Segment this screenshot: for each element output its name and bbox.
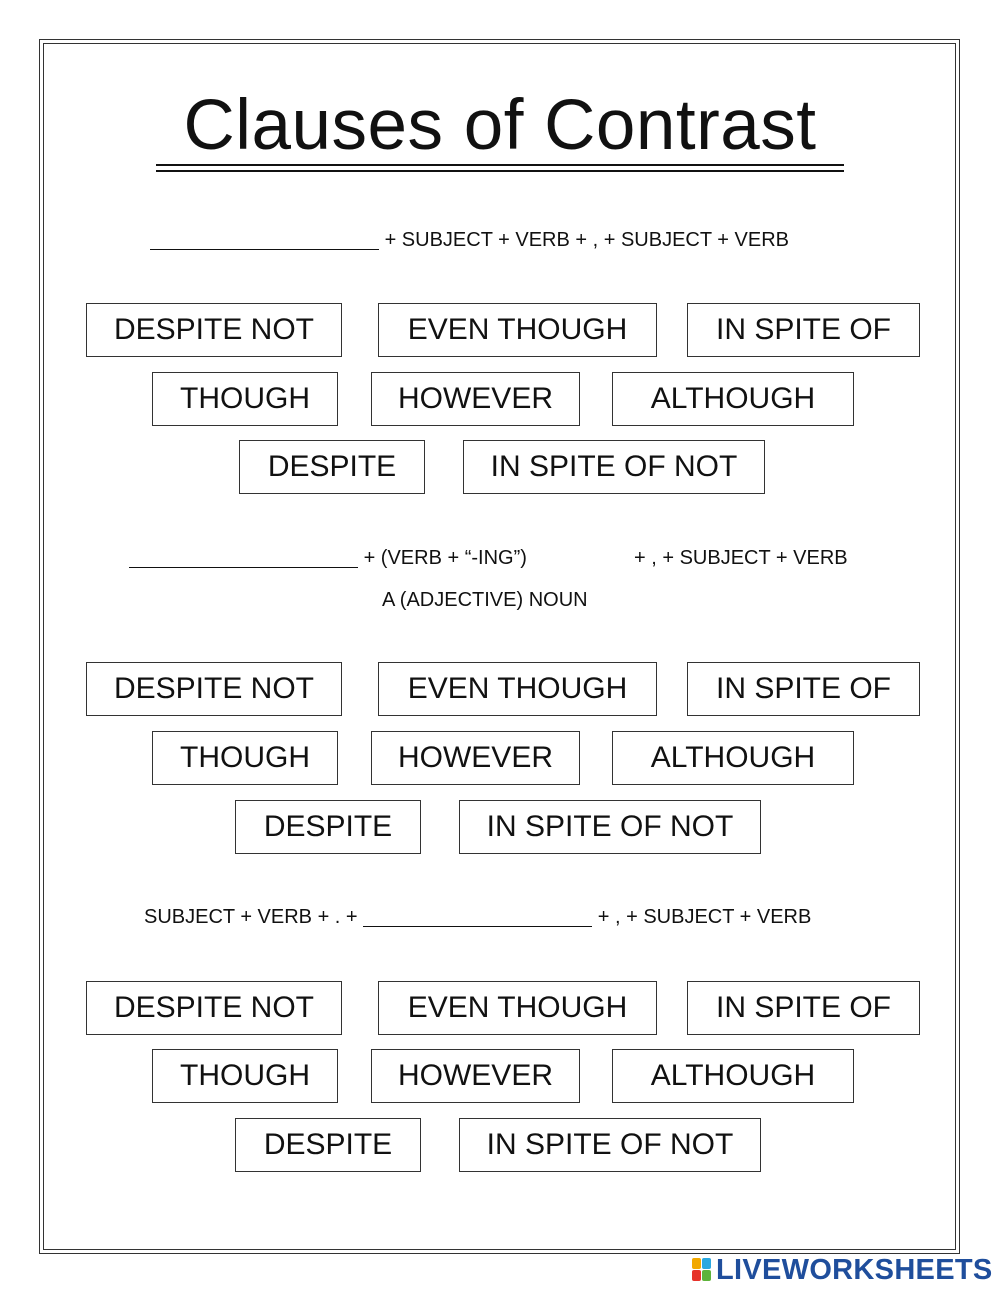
section1-pattern [150,228,789,252]
page-title: Clauses of Contrast [183,86,817,165]
liveworksheets-brand-text: LIVEWORKSHEETS [716,1254,993,1286]
section1-option-though[interactable]: THOUGH [152,372,338,426]
section1-answer-blank[interactable] [150,231,379,250]
section2-option-despite-not[interactable]: DESPITE NOT [86,662,342,716]
section1-option-although[interactable]: ALTHOUGH [612,372,854,426]
section2-pattern-text-2: + , + SUBJECT + VERB [634,547,848,569]
section1-option-in-spite-of-not[interactable]: IN SPITE OF NOT [463,440,765,494]
section3-option-although[interactable]: ALTHOUGH [612,1049,854,1103]
section2-option-however[interactable]: HOWEVER [371,731,580,785]
section2-answer-blank[interactable] [129,549,358,568]
section3-option-despite[interactable]: DESPITE [235,1118,421,1172]
section3-option-however[interactable]: HOWEVER [371,1049,580,1103]
section1-option-in-spite-of[interactable]: IN SPITE OF [687,303,920,357]
liveworksheets-logo-icon [692,1258,712,1282]
section3-pattern-suffix: + , + SUBJECT + VERB [597,906,812,928]
section3-pattern-prefix: SUBJECT + VERB + . + [144,906,358,928]
section3-option-even-though[interactable]: EVEN THOUGH [378,981,657,1035]
section1-option-despite-not[interactable]: DESPITE NOT [86,303,342,357]
section3-option-in-spite-of[interactable]: IN SPITE OF [687,981,920,1035]
section3-answer-blank[interactable] [363,908,592,927]
section2-option-though[interactable]: THOUGH [152,731,338,785]
title-underline-2 [156,170,844,172]
section3-pattern [144,905,811,929]
section1-option-however[interactable]: HOWEVER [371,372,580,426]
section3-option-though[interactable]: THOUGH [152,1049,338,1103]
section2-option-despite[interactable]: DESPITE [235,800,421,854]
section1-option-despite[interactable]: DESPITE [239,440,425,494]
section1-option-even-though[interactable]: EVEN THOUGH [378,303,657,357]
section3-option-in-spite-of-not[interactable]: IN SPITE OF NOT [459,1118,761,1172]
section2-option-although[interactable]: ALTHOUGH [612,731,854,785]
section2-option-in-spite-of[interactable]: IN SPITE OF [687,662,920,716]
section2-option-even-though[interactable]: EVEN THOUGH [378,662,657,716]
section2-pattern-text-1: + (VERB + “-ING”) [363,547,527,569]
section2-pattern-line2: A (ADJECTIVE) NOUN [382,589,588,611]
section2-pattern [129,546,527,570]
section2-option-in-spite-of-not[interactable]: IN SPITE OF NOT [459,800,761,854]
title-underline-1 [156,164,844,166]
liveworksheets-logo [692,1254,993,1286]
section3-option-despite-not[interactable]: DESPITE NOT [86,981,342,1035]
section1-pattern-text: + SUBJECT + VERB + , + SUBJECT + VERB [384,229,789,251]
